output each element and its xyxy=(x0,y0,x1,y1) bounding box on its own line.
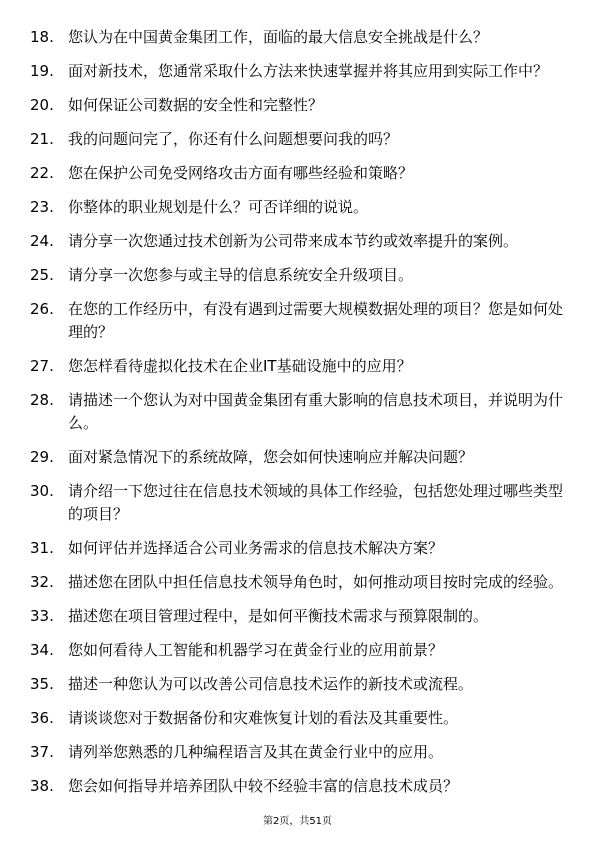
question-text: 我的问题问完了，你还有什么问题想要问我的吗？ xyxy=(68,130,399,148)
question-item xyxy=(30,446,570,469)
question-text: 面对紧急情况下的系统故障，您会如何快速响应并解决问题？ xyxy=(68,448,474,466)
question-number: 37. xyxy=(30,743,54,761)
question-item xyxy=(30,94,570,117)
question-number: 22. xyxy=(30,164,54,182)
question-text: 您认为在中国黄金集团工作，面临的最大信息安全挑战是什么？ xyxy=(68,28,489,46)
question-number: 33. xyxy=(30,607,54,625)
question-text: 如何保证公司数据的安全性和完整性？ xyxy=(68,96,324,114)
question-text: 您在保护公司免受网络攻击方面有哪些经验和策略？ xyxy=(68,164,414,182)
page-footer xyxy=(0,815,595,829)
question-item xyxy=(30,60,570,83)
question-text: 请分享一次您参与或主导的信息系统安全升级项目。 xyxy=(68,266,414,284)
question-item xyxy=(30,264,570,287)
question-item xyxy=(30,537,570,560)
question-text: 您怎样看待虚拟化技术在企业IT基础设施中的应用？ xyxy=(68,357,412,375)
question-item xyxy=(30,162,570,185)
question-number: 19. xyxy=(30,62,54,80)
question-number: 20. xyxy=(30,96,54,114)
question-number: 23. xyxy=(30,198,54,216)
question-text: 请描述一个您认为对中国黄金集团有重大影响的信息技术项目，并说明为什么。 xyxy=(68,391,564,432)
question-item xyxy=(30,128,570,151)
question-text: 你整体的职业规划是什么？可否详细的说说。 xyxy=(68,198,369,216)
question-text: 描述您在项目管理过程中，是如何平衡技术需求与预算限制的。 xyxy=(68,607,489,625)
question-item xyxy=(30,196,570,219)
question-number: 28. xyxy=(30,391,54,409)
question-item xyxy=(30,571,570,594)
question-item xyxy=(30,741,570,764)
question-text: 请介绍一下您过往在信息技术领域的具体工作经验，包括您处理过哪些类型的项目？ xyxy=(68,482,564,523)
question-item xyxy=(30,230,570,253)
question-number: 27. xyxy=(30,357,54,375)
question-number: 32. xyxy=(30,573,54,591)
question-item xyxy=(30,673,570,696)
question-text: 如何评估并选择适合公司业务需求的信息技术解决方案？ xyxy=(68,539,444,557)
question-item xyxy=(30,605,570,628)
question-text: 您如何看待人工智能和机器学习在黄金行业的应用前景？ xyxy=(68,641,444,659)
page-number-label: 第2页，共51页 xyxy=(262,816,333,827)
question-text: 请分享一次您通过技术创新为公司带来成本节约或效率提升的案例。 xyxy=(68,232,519,250)
question-number: 38. xyxy=(30,777,54,795)
question-item xyxy=(30,298,570,344)
question-number: 18. xyxy=(30,28,54,46)
question-number: 29. xyxy=(30,448,54,466)
question-number: 31. xyxy=(30,539,54,557)
question-text: 描述一种您认为可以改善公司信息技术运作的新技术或流程。 xyxy=(68,675,474,693)
question-number: 35. xyxy=(30,675,54,693)
question-item xyxy=(30,639,570,662)
question-number: 24. xyxy=(30,232,54,250)
question-item xyxy=(30,707,570,730)
question-item xyxy=(30,26,570,49)
question-text: 请谈谈您对于数据备份和灾难恢复计划的看法及其重要性。 xyxy=(68,709,459,727)
question-text: 描述您在团队中担任信息技术领导角色时，如何推动项目按时完成的经验。 xyxy=(68,573,564,591)
question-number: 25. xyxy=(30,266,54,284)
question-item xyxy=(30,389,570,435)
question-item xyxy=(30,355,570,378)
question-item xyxy=(30,775,570,798)
question-number: 34. xyxy=(30,641,54,659)
question-text: 在您的工作经历中，有没有遇到过需要大规模数据处理的项目？您是如何处理的？ xyxy=(68,300,564,341)
question-text: 面对新技术，您通常采取什么方法来快速掌握并将其应用到实际工作中？ xyxy=(68,62,549,80)
question-text: 您会如何指导并培养团队中较不经验丰富的信息技术成员？ xyxy=(68,777,459,795)
question-number: 26. xyxy=(30,300,54,318)
question-list xyxy=(30,26,570,798)
question-number: 36. xyxy=(30,709,54,727)
question-number: 30. xyxy=(30,482,54,500)
question-text: 请列举您熟悉的几种编程语言及其在黄金行业中的应用。 xyxy=(68,743,444,761)
question-item xyxy=(30,480,570,526)
question-number: 21. xyxy=(30,130,54,148)
